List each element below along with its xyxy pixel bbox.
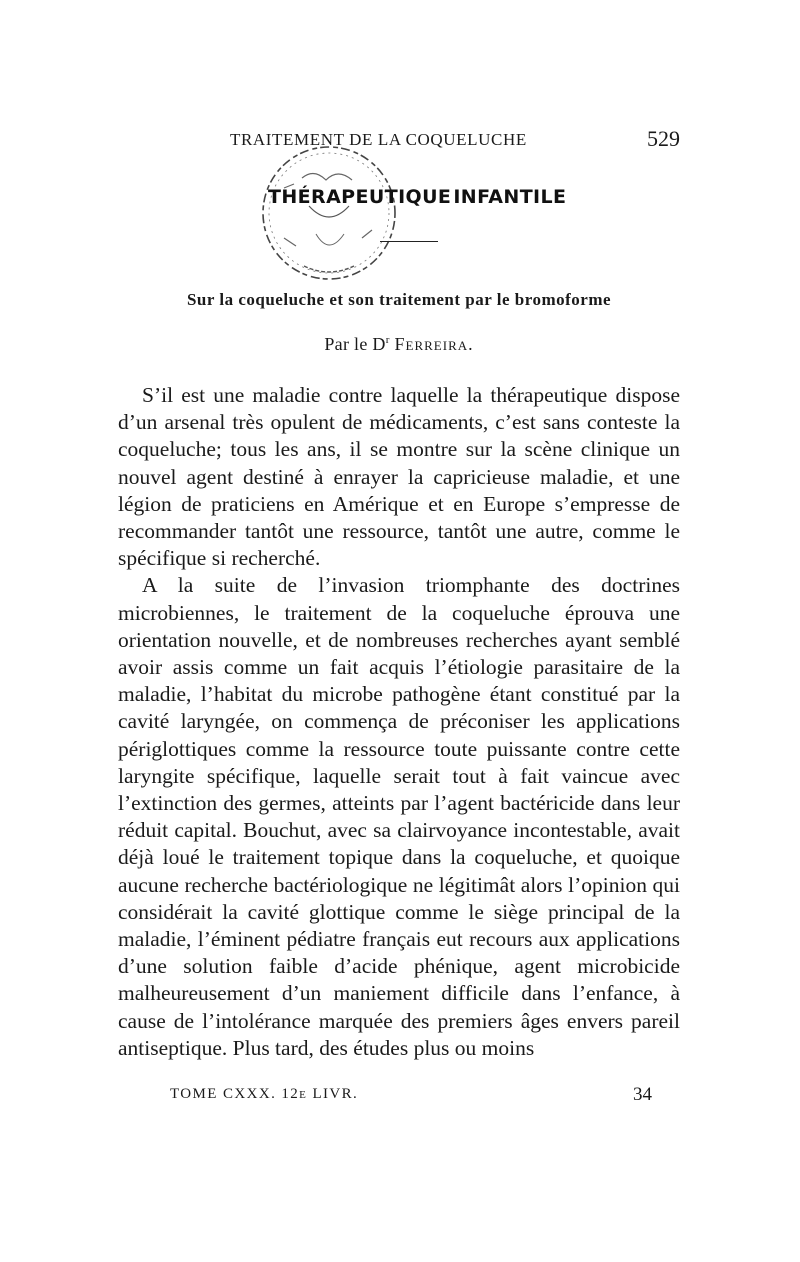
author-name: Ferreira. — [394, 334, 474, 354]
author-sup: r — [385, 334, 390, 346]
signature-number: 34 — [633, 1084, 652, 1105]
paragraph: A la suite de l’invasion triomphante des doctrines microbiennes, le traitement de la coqueluche éprouva une orientation nouvelle, et de nombreuses recherches ayant semblé avoir assis comme un fait acquis l’étiologie parasitaire de la maladie, l’habitat du microbe pathogène étant constitué par la cavité laryngée, on commença de préconiser les applications périglottiques comme la ressource toute puissante contre cette laryngite spécifique, laquelle serait tout à fait vaincue avec l’extinction des germes, atteints par l’agent bactéricide dans leur réduit capital. Bouchut, avec sa clairvoyance incontestable, avait déjà loué le traitement topique dans la coqueluche, et quoique aucune recherche bactériologique ne légitimât alors l’opinion qui considérait la cavité glottique comme le siège principal de la maladie, l’éminent pédiatre français eut recours aux applications d’une solution faible d’acide phénique, agent microbicide malheureusement d’un maniement difficile dans l’enfance, à cause de l’intolérance marquée des premiers âges envers pareil antiseptique. Plus tard, des études plus ou moins — [118, 573, 680, 1060]
page-number: 529 — [647, 126, 680, 151]
running-title: TRAITEMENT DE LA COQUELUCHE — [230, 130, 527, 149]
stamp-rule — [380, 241, 438, 242]
library-stamp-icon — [254, 138, 404, 288]
page-footer — [118, 1086, 652, 1110]
section-label-part1: THÉRAPEUTIQUE — [268, 186, 452, 208]
author-prefix: Par le D — [324, 334, 386, 354]
volume-note: TOME CXXX. 12e LIVR. — [170, 1086, 359, 1102]
section-label-part2: INFANTILE — [453, 186, 567, 208]
section-label — [268, 186, 566, 208]
author-line — [118, 334, 680, 355]
body-text — [118, 382, 680, 1062]
paragraph: S’il est une maladie contre laquelle la thérapeutique dispose d’un arsenal très opulent de médicaments, c’est sans conteste la coqueluche; tous les ans, il se montre sur la scène clinique un nouvel agent destiné à enrayer la capricieuse maladie, et une légion de praticiens en Amérique et en Europe s’empresse de recommander tantôt une ressource, tantôt une autre, comme le spécifique si recherché. — [118, 383, 680, 571]
article-title: Sur la coqueluche et son traitement par le bromoforme — [186, 290, 612, 309]
